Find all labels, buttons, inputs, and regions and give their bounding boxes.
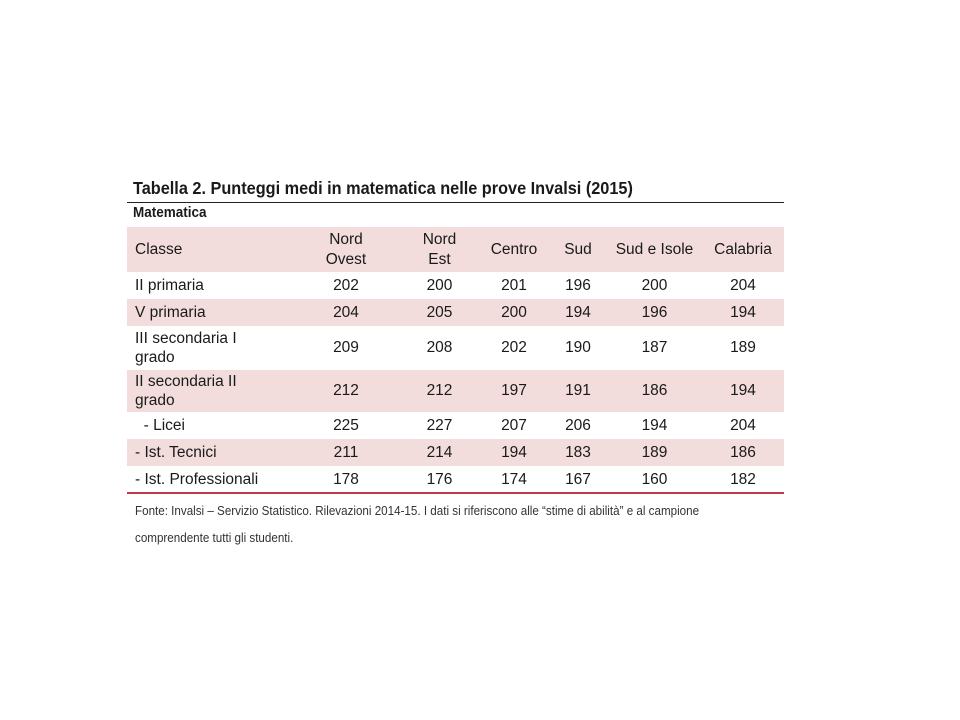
source-line: comprendente tutti gli studenti. bbox=[135, 531, 294, 545]
table-title: Tabella 2. Punteggi medi in matematica nelle prove Invalsi (2015) bbox=[133, 178, 633, 198]
table-row bbox=[127, 272, 784, 299]
source-note bbox=[135, 498, 805, 552]
table-cell: 207 bbox=[501, 416, 527, 434]
table-cell: 196 bbox=[565, 276, 591, 294]
table-row bbox=[127, 466, 784, 493]
table-cell: 186 bbox=[641, 382, 668, 400]
row-label: - Ist. Tecnici bbox=[135, 443, 217, 461]
table-cell: 212 bbox=[426, 382, 453, 400]
table-cell: 194 bbox=[730, 382, 756, 400]
table-cell: 206 bbox=[565, 416, 591, 434]
table-cell: 189 bbox=[641, 443, 668, 461]
header-row bbox=[127, 227, 784, 272]
top-rule bbox=[127, 202, 784, 203]
header-cell: Sud bbox=[564, 240, 592, 258]
table-cell: 227 bbox=[426, 416, 453, 434]
table-cell: 194 bbox=[565, 303, 591, 321]
table-cell: 187 bbox=[641, 339, 668, 357]
table-cell: 200 bbox=[641, 276, 668, 294]
table-cell: 209 bbox=[333, 339, 359, 357]
header-cell: Classe bbox=[135, 240, 183, 258]
table-cell: 201 bbox=[501, 276, 527, 294]
table-row bbox=[127, 326, 784, 370]
row-label: III secondaria I grado bbox=[135, 329, 237, 366]
row-label: - Licei bbox=[135, 416, 185, 434]
table-cell: 194 bbox=[501, 443, 527, 461]
table-cell: 189 bbox=[730, 339, 756, 357]
row-label: - Ist. Professionali bbox=[135, 470, 259, 488]
row-label: V primaria bbox=[135, 303, 206, 321]
row-label: II secondaria II grado bbox=[135, 372, 237, 409]
table-cell: 174 bbox=[501, 470, 527, 488]
section-label: Matematica bbox=[133, 205, 207, 221]
table-cell: 190 bbox=[565, 339, 591, 357]
table-row bbox=[127, 412, 784, 439]
header-cell: Centro bbox=[490, 240, 538, 258]
table-cell: 211 bbox=[333, 443, 359, 461]
table-cell: 183 bbox=[565, 443, 591, 461]
table-cell: 202 bbox=[333, 276, 359, 294]
table-row bbox=[127, 370, 784, 412]
table-cell: 204 bbox=[333, 303, 359, 321]
table-cell: 200 bbox=[426, 276, 453, 294]
table-cell: 204 bbox=[730, 416, 756, 434]
header-cell: Nord Ovest bbox=[325, 231, 367, 268]
table-cell: 194 bbox=[641, 416, 668, 434]
table-cell: 182 bbox=[730, 470, 756, 488]
table-cell: 204 bbox=[730, 276, 756, 294]
header-cell: Calabria bbox=[714, 240, 772, 258]
table-cell: 205 bbox=[426, 303, 453, 321]
table-cell: 191 bbox=[565, 382, 591, 400]
table-cell: 208 bbox=[426, 339, 453, 357]
table-cell: 212 bbox=[333, 382, 359, 400]
table-cell: 186 bbox=[730, 443, 756, 461]
row-label: II primaria bbox=[135, 276, 204, 294]
table-cell: 167 bbox=[565, 470, 591, 488]
header-cell: Nord Est bbox=[422, 231, 457, 268]
table-cell: 178 bbox=[333, 470, 359, 488]
table-cell: 225 bbox=[333, 416, 359, 434]
table-cell: 176 bbox=[426, 470, 453, 488]
table-cell: 194 bbox=[730, 303, 756, 321]
table-cell: 202 bbox=[501, 339, 527, 357]
source-line: Fonte: Invalsi – Servizio Statistico. Rilevazioni 2014-15. I dati si riferiscono alle “stime di abilità” e al campione bbox=[135, 504, 700, 518]
table-cell: 197 bbox=[501, 382, 527, 400]
header-cell: Sud e Isole bbox=[615, 240, 694, 258]
table-cell: 196 bbox=[641, 303, 668, 321]
table-cell: 214 bbox=[426, 443, 453, 461]
table-row bbox=[127, 299, 784, 326]
bottom-rule bbox=[127, 492, 784, 494]
data-table bbox=[127, 227, 784, 493]
table-row bbox=[127, 439, 784, 466]
table-cell: 160 bbox=[641, 470, 668, 488]
table-cell: 200 bbox=[501, 303, 527, 321]
